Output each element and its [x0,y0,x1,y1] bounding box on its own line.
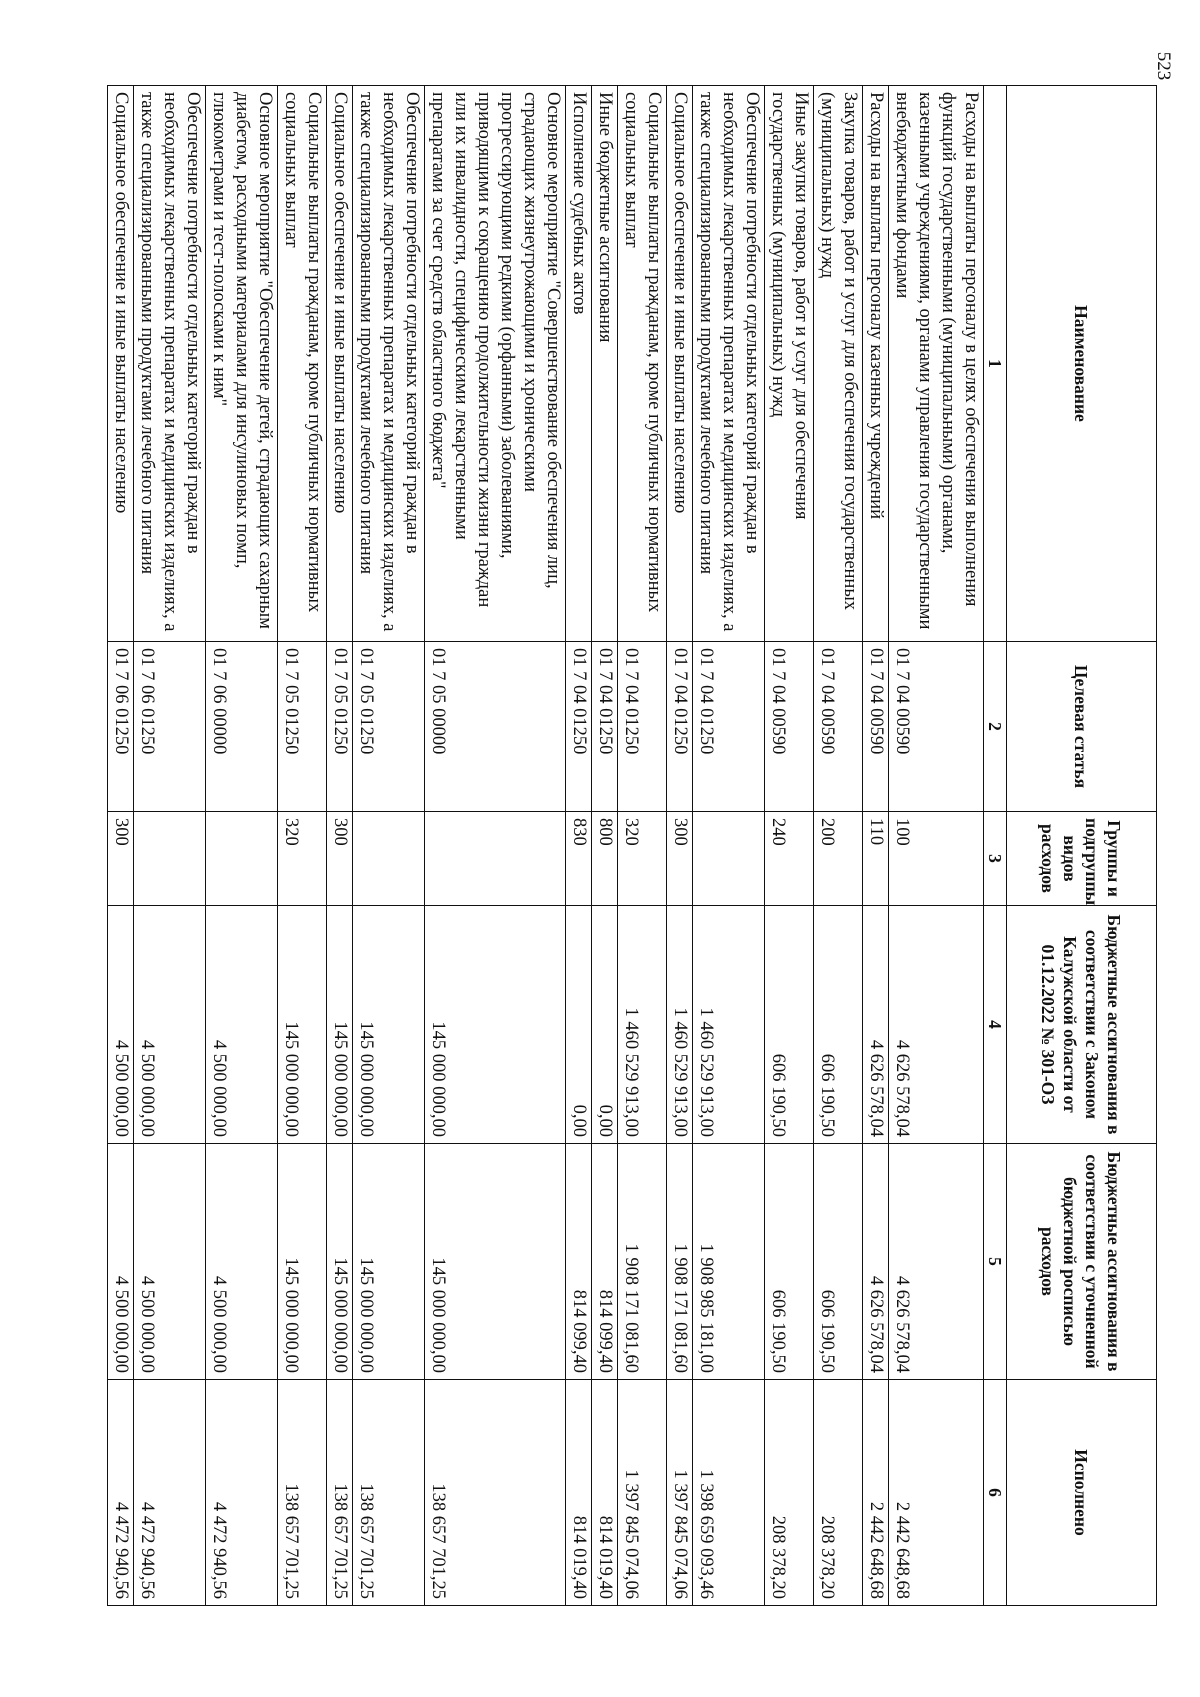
row-law-amount: 1 460 529 913,00 [667,906,693,1144]
table-row [353,86,425,1606]
row-schedule-amount: 606 190,50 [814,1144,863,1380]
row-law-amount: 145 000 000,00 [327,906,353,1144]
row-schedule-amount: 4 500 000,00 [134,1144,206,1380]
row-law-amount: 4 500 000,00 [108,906,134,1144]
row-schedule-amount: 814 099,40 [592,1144,618,1380]
rotated-table-area [111,85,1157,1605]
row-name: Обеспечение потребности отдельных категорий граждан в необходимых лекарственных препаратах и медицинских изделиях, а также специализированными продуктами лечебного питания [353,86,425,642]
row-executed-amount: 138 657 701,25 [425,1380,566,1606]
row-name: Социальное обеспечение и иные выплаты населению [327,86,353,642]
header-groups: Группы и подгруппы видов расходов [1007,812,1157,906]
row-name: Исполнение судебных актов [566,86,592,642]
row-law-amount: 606 190,50 [814,906,863,1144]
table-row [566,86,592,1606]
row-law-amount: 4 500 000,00 [134,906,206,1144]
row-name: Иные бюджетные ассигнования [592,86,618,642]
row-name: Социальные выплаты гражданам, кроме публичных нормативных социальных выплат [278,86,327,642]
column-number: 4 [984,906,1007,1144]
table-row [667,86,693,1606]
row-target-code: 01 7 04 00590 [863,642,889,812]
row-schedule-amount: 4 500 000,00 [206,1144,278,1380]
row-group [134,812,206,906]
row-schedule-amount: 145 000 000,00 [353,1144,425,1380]
column-number: 6 [984,1380,1007,1606]
row-group: 320 [618,812,667,906]
row-executed-amount: 4 472 940,56 [206,1380,278,1606]
row-target-code: 01 7 06 00000 [206,642,278,812]
row-group [206,812,278,906]
table-row [206,86,278,1606]
row-group: 320 [278,812,327,906]
row-target-code: 01 7 06 01250 [134,642,206,812]
row-law-amount: 1 460 529 913,00 [693,906,765,1144]
row-name: Обеспечение потребности отдельных категорий граждан в необходимых лекарственных препаратах и медицинских изделиях, а также специализированными продуктами лечебного питания [134,86,206,642]
row-executed-amount: 1 398 659 093,46 [693,1380,765,1606]
table-row [134,86,206,1606]
row-target-code: 01 7 04 01250 [693,642,765,812]
row-executed-amount: 814 019,40 [592,1380,618,1606]
column-number: 1 [984,86,1007,642]
row-name: Основное мероприятие "Обеспечение детей, страдающих сахарным диабетом, расходными материалами для инсулиновых помп, глюкометрами и тест-полосками к ним" [206,86,278,642]
row-name: Закупка товаров, работ и услуг для обеспечения государственных (муниципальных) нужд [814,86,863,642]
row-executed-amount: 814 019,40 [566,1380,592,1606]
budget-table [107,85,1157,1606]
row-schedule-amount: 606 190,50 [765,1144,814,1380]
row-target-code: 01 7 05 00000 [425,642,566,812]
row-law-amount: 4 626 578,04 [889,906,984,1144]
row-law-amount: 0,00 [592,906,618,1144]
row-group [693,812,765,906]
row-schedule-amount: 145 000 000,00 [278,1144,327,1380]
row-target-code: 01 7 04 01250 [566,642,592,812]
row-law-amount: 4 626 578,04 [863,906,889,1144]
row-name: Расходы на выплаты персоналу в целях обеспечения выполнения функций государственными (муниципальными) органами, казенными учреждениями, органами управления государственными внебюджетными фондами [889,86,984,642]
table-row [863,86,889,1606]
header-name: Наименование [1007,86,1157,642]
row-law-amount: 145 000 000,00 [278,906,327,1144]
row-target-code: 01 7 06 01250 [108,642,134,812]
header-law: Бюджетные ассигнования в соответствии с Законом Калужской области от 01.12.2022 № 301-ОЗ [1007,906,1157,1144]
column-number: 5 [984,1144,1007,1380]
row-schedule-amount: 1 908 985 181,00 [693,1144,765,1380]
row-target-code: 01 7 05 01250 [353,642,425,812]
row-target-code: 01 7 04 01250 [667,642,693,812]
table-row [814,86,863,1606]
row-group [353,812,425,906]
header-executed: Исполнено [1007,1380,1157,1606]
column-number-row [984,86,1007,1606]
row-schedule-amount: 1 908 171 081,60 [618,1144,667,1380]
row-name: Социальные выплаты гражданам, кроме публичных нормативных социальных выплат [618,86,667,642]
row-group: 800 [592,812,618,906]
row-law-amount: 4 500 000,00 [206,906,278,1144]
row-target-code: 01 7 04 01250 [592,642,618,812]
table-row [618,86,667,1606]
row-name: Обеспечение потребности отдельных категорий граждан в необходимых лекарственных препаратах и медицинских изделиях, а также специализированными продуктами лечебного питания [693,86,765,642]
row-executed-amount: 2 442 648,68 [889,1380,984,1606]
row-executed-amount: 138 657 701,25 [353,1380,425,1606]
row-executed-amount: 4 472 940,56 [134,1380,206,1606]
row-executed-amount: 208 378,20 [765,1380,814,1606]
row-executed-amount: 138 657 701,25 [278,1380,327,1606]
table-row [592,86,618,1606]
row-schedule-amount: 4 626 578,04 [863,1144,889,1380]
table-row [889,86,984,1606]
row-law-amount: 145 000 000,00 [353,906,425,1144]
row-name: Иные закупки товаров, работ и услуг для обеспечения государственных (муниципальных) нужд [765,86,814,642]
row-schedule-amount: 1 908 171 081,60 [667,1144,693,1380]
row-schedule-amount: 145 000 000,00 [327,1144,353,1380]
row-group: 300 [108,812,134,906]
header-schedule: Бюджетные ассигнования в соответствии с уточненной бюджетной росписью расходов [1007,1144,1157,1380]
page-number: 523 [1153,51,1174,81]
row-executed-amount: 2 442 648,68 [863,1380,889,1606]
table-row [765,86,814,1606]
row-schedule-amount: 4 626 578,04 [889,1144,984,1380]
row-law-amount: 1 460 529 913,00 [618,906,667,1144]
row-group: 240 [765,812,814,906]
row-law-amount: 0,00 [566,906,592,1144]
row-group: 200 [814,812,863,906]
row-executed-amount: 138 657 701,25 [327,1380,353,1606]
row-target-code: 01 7 05 01250 [278,642,327,812]
row-group: 830 [566,812,592,906]
row-schedule-amount: 814 099,40 [566,1144,592,1380]
row-executed-amount: 1 397 845 074,06 [618,1380,667,1606]
row-schedule-amount: 145 000 000,00 [425,1144,566,1380]
row-name: Социальное обеспечение и иные выплаты населению [108,86,134,642]
row-target-code: 01 7 04 00590 [765,642,814,812]
row-target-code: 01 7 04 01250 [618,642,667,812]
row-law-amount: 606 190,50 [765,906,814,1144]
row-group [425,812,566,906]
header-target: Целевая статья [1007,642,1157,812]
row-name: Основное мероприятие "Совершенствование обеспечения лиц, страдающих жизнеугрожающими и хроническими прогрессирующими редкими (орфанными) заболеваниями, приводящими к сокращению продолжительности жизни граждан или их инвалидности, специфическими лекарственными препаратами за счет средств областного бюджета" [425,86,566,642]
row-name: Расходы на выплаты персоналу казенных учреждений [863,86,889,642]
table-row [327,86,353,1606]
row-executed-amount: 1 397 845 074,06 [667,1380,693,1606]
row-group: 110 [863,812,889,906]
column-number: 2 [984,642,1007,812]
row-executed-amount: 4 472 940,56 [108,1380,134,1606]
row-group: 100 [889,812,984,906]
row-target-code: 01 7 04 00590 [814,642,863,812]
row-target-code: 01 7 04 00590 [889,642,984,812]
table-row [693,86,765,1606]
column-number: 3 [984,812,1007,906]
row-schedule-amount: 4 500 000,00 [108,1144,134,1380]
row-group: 300 [327,812,353,906]
table-row [278,86,327,1606]
table-row [108,86,134,1606]
table-row [425,86,566,1606]
row-target-code: 01 7 05 01250 [327,642,353,812]
row-executed-amount: 208 378,20 [814,1380,863,1606]
row-name: Социальное обеспечение и иные выплаты населению [667,86,693,642]
row-law-amount: 145 000 000,00 [425,906,566,1144]
header-row [1007,86,1157,1606]
row-group: 300 [667,812,693,906]
